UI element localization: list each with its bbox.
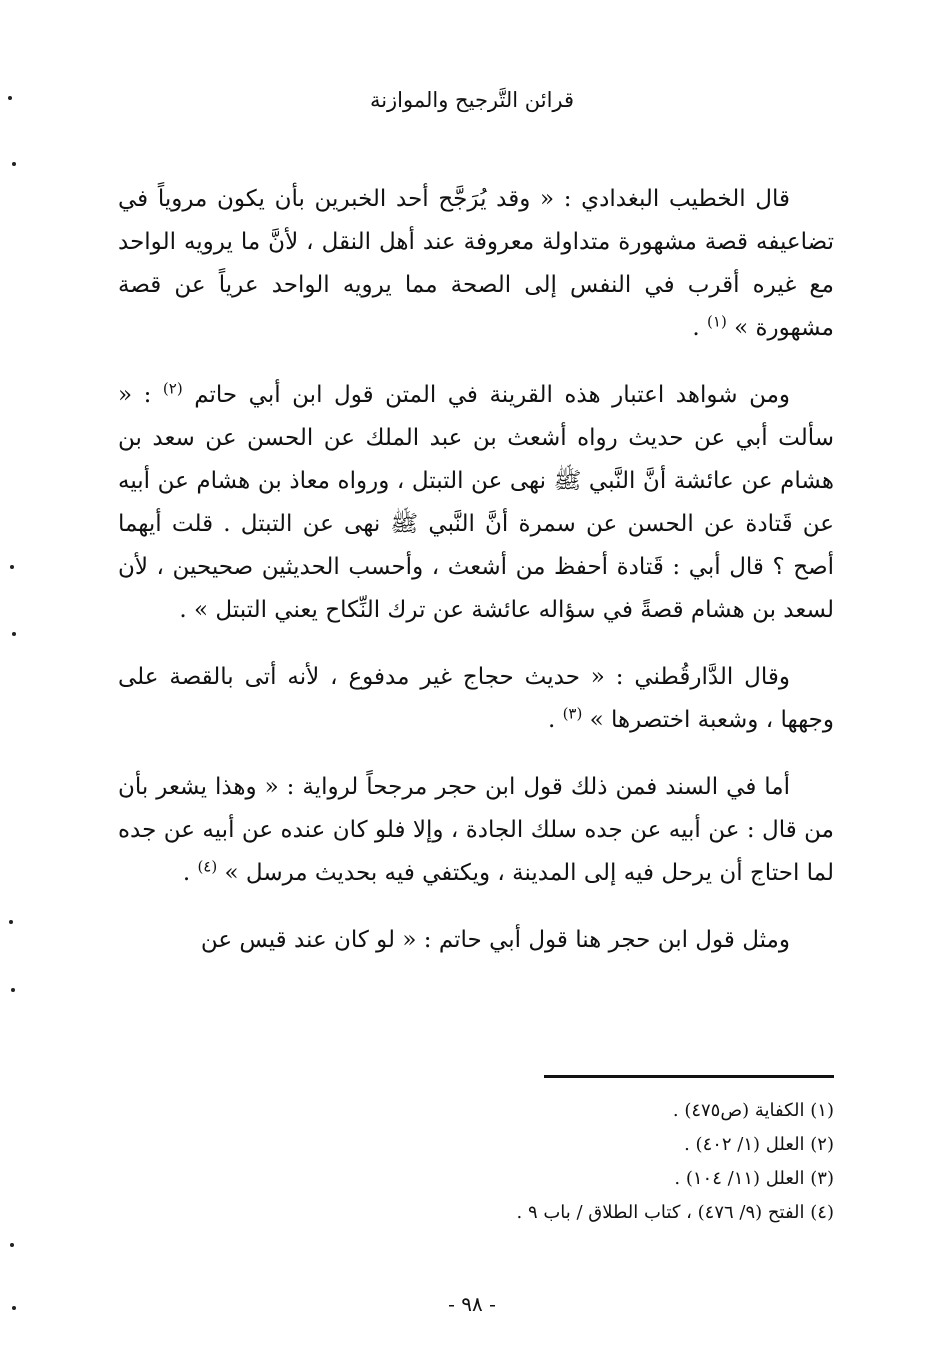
scan-speck (8, 96, 12, 100)
scan-speck (11, 988, 15, 992)
footnote-ref[interactable]: (٤) (197, 857, 218, 876)
scan-speck (12, 632, 16, 636)
footnote-ref[interactable]: (١) (707, 312, 727, 331)
paragraph-tail: . (692, 315, 708, 341)
scan-speck (10, 1243, 14, 1247)
paragraph-abi-hatim (118, 374, 834, 632)
scan-speck (12, 1306, 16, 1310)
paragraph-text: ومن شواهد اعتبار هذه القرينة في المتن قول ابن أبي حاتم (194, 382, 791, 408)
scan-speck (10, 565, 14, 569)
paragraph-tail: . (182, 860, 198, 886)
footnote-3: (٣) العلل (١١/ ١٠٤) . (674, 1168, 834, 1189)
paragraph-ibn-hajar (118, 766, 834, 895)
scan-speck (12, 162, 16, 166)
paragraph-text: أما في السند فمن ذلك قول ابن حجر مرجحاً لرواية : « وهذا يشعر بأن من قال : عن أبيه عن جده سلك الجادة ، وإلا فلو كان عنده عن أبيه عن جده لما احتاج أن يرحل فيه إلى المدينة ، ويكتفي فيه بحديث مرسل » (118, 774, 834, 886)
footnote-ref[interactable]: (٢) (162, 379, 183, 398)
paragraph-tail: : « سألت أبي عن حديث رواه أشعث بن عبد الملك عن الحسن عن سعد بن هشام عن عائشة أنَّ النَّبي ﷺ نهى عن التبتل ، ورواه معاذ بن هشام عن أبيه عن قَتادة عن الحسن عن سمرة أنَّ النَّبي ﷺ نهى عن التبتل . قلت أيهما أصح ؟ قال أبي : قَتادة أحفظ من أشعث ، وأحسب الحديثين صحيحين ، لأن لسعد بن هشام قصةً في سؤاله عائشة عن ترك النِّكاح يعني التبتل » . (118, 382, 835, 623)
paragraph-khatib (118, 178, 834, 350)
footnote-2: (٢) العلل (١/ ٤٠٢) . (684, 1134, 834, 1155)
footnote-ref[interactable]: (٣) (562, 704, 583, 723)
paragraph-text: وقال الدَّارقُطني : « حديث حجاج غير مدفوع ، لأنه أتى بالقصة على وجهها ، وشعبة اختصرها » (118, 664, 834, 733)
footnote-4: (٤) الفتح (٩/ ٤٧٦) ، كتاب الطلاق / باب ٩ . (516, 1202, 834, 1223)
scan-speck (9, 920, 13, 924)
running-header: قرائن التَّرجيح والموازنة (369, 88, 575, 112)
footnotes (234, 1094, 834, 1230)
paragraph-text: ومثل قول ابن حجر هنا قول أبي حاتم : « لو كان عند قيس عن (200, 927, 790, 953)
main-text (118, 178, 834, 962)
footnote-1: (١) الكفاية (ص٤٧٥) . (672, 1100, 834, 1121)
paragraph-text: قال الخطيب البغدادي : « وقد يُرَجَّح أحد الخبرين بأن يكون مروياً في تضاعيفه قصة مشهورة متداولة معروفة عند أهل النقل ، لأنَّ ما يرويه الواحد مع غيره أقرب في النفس إلى الصحة مما يرويه الواحد عرياً عن قصة مشهورة » (118, 186, 834, 341)
paragraph-continued (118, 919, 834, 962)
page-number: - ٩٨ - (448, 1292, 496, 1316)
footnote-divider (544, 1075, 834, 1078)
paragraph-tail: . (547, 707, 563, 733)
paragraph-daraqutni (118, 656, 834, 742)
